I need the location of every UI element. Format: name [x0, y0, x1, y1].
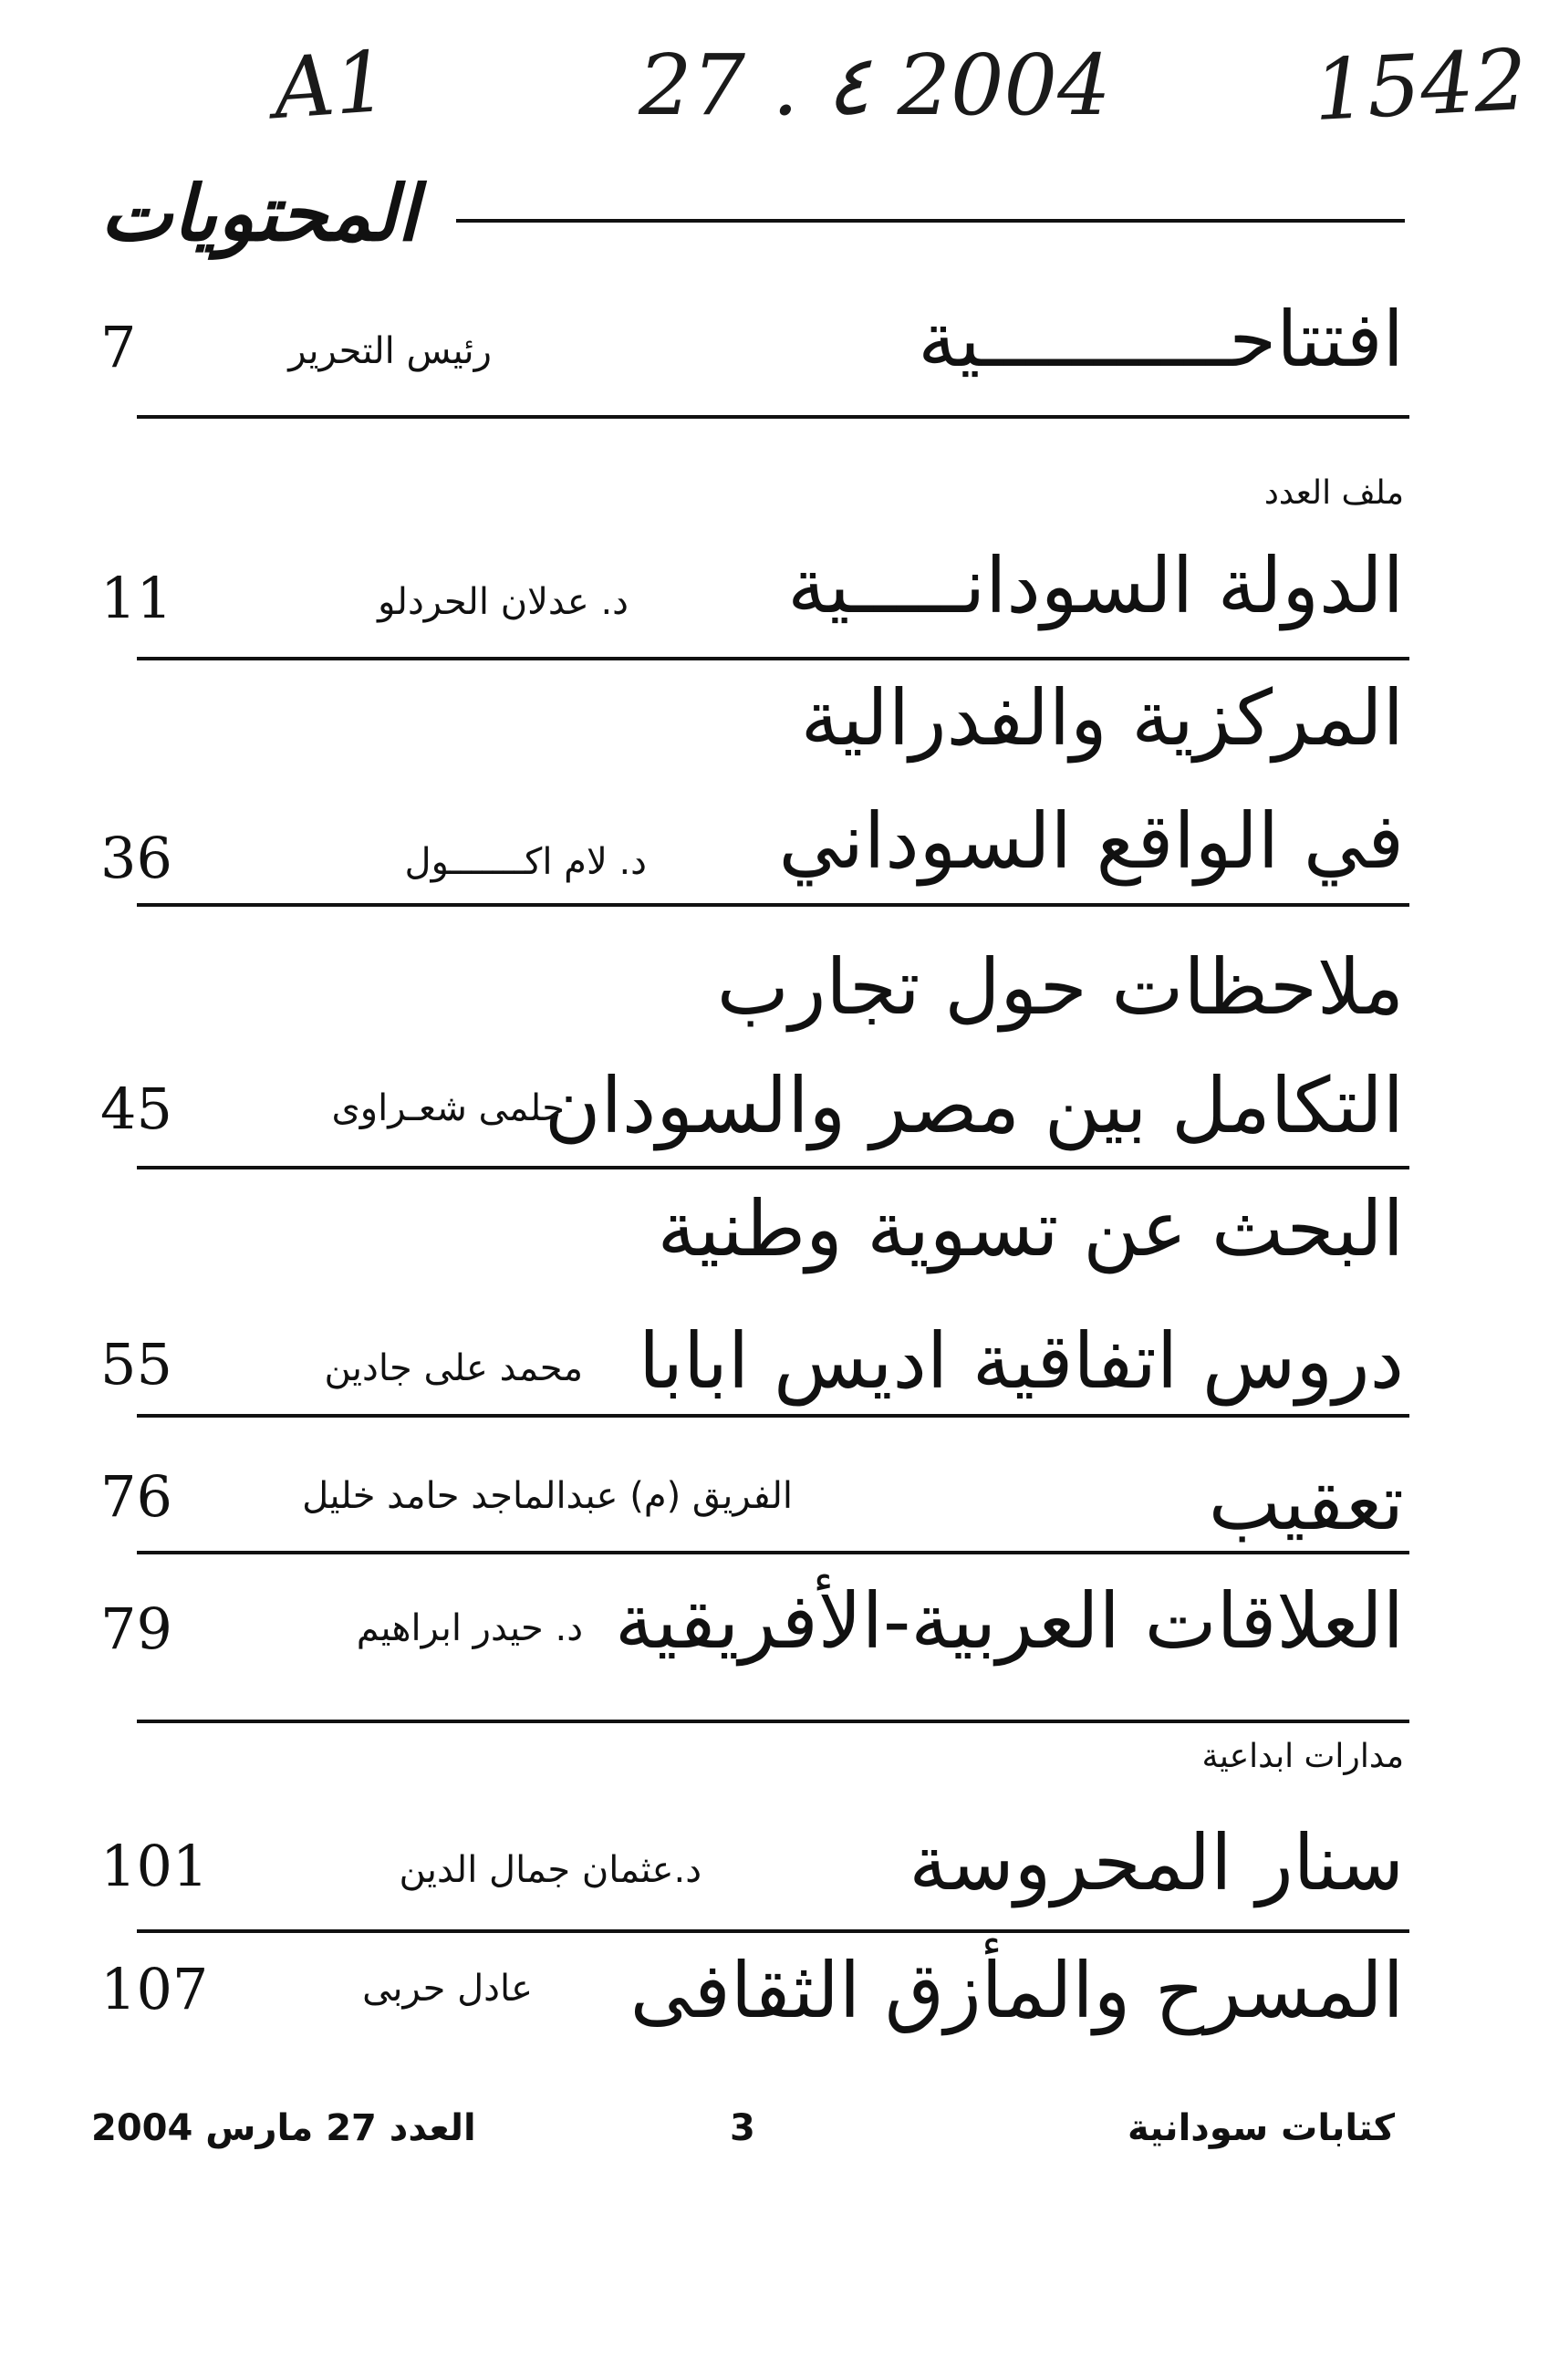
entry-heading: المركزية والفدرالية: [800, 673, 1404, 763]
entry-heading: ملاحظات حول تجارب: [716, 942, 1404, 1032]
entry-page: 101: [100, 1833, 209, 1899]
section-file-label: ملف العدد: [1263, 474, 1404, 512]
entry-page: 107: [100, 1956, 209, 2022]
entry-rule: [137, 415, 1409, 419]
handwritten-mark: A1: [270, 32, 391, 139]
entry-heading: افتتاحـــــــــــية: [918, 295, 1404, 384]
entry-heading: دروس اتفاقية اديس ابابا: [638, 1316, 1404, 1406]
entry-page: 11: [100, 565, 172, 631]
entry-author: رئيس التحرير: [288, 330, 492, 372]
page-title: المحتويات: [100, 169, 419, 258]
entry-page: 45: [100, 1076, 172, 1142]
handwritten-number: 1542: [1311, 30, 1530, 140]
entry-author: محمد على جادين: [324, 1347, 583, 1389]
title-rule: [456, 219, 1405, 223]
entry-rule: [137, 1166, 1409, 1169]
entry-page: 55: [100, 1331, 172, 1398]
entry-author: د. عدلان الحردلو: [378, 581, 629, 623]
entry-author: د.عثمان جمال الدين: [399, 1849, 702, 1891]
entry-author: عادل حربى: [362, 1968, 533, 2010]
entry-author: د. لام اكـــــــول: [404, 841, 647, 883]
entry-rule: [137, 1551, 1409, 1554]
entry-heading: في الواقع السوداني: [778, 796, 1404, 886]
entry-rule: [137, 657, 1409, 660]
handwritten-date: 27 . ٤ 2004: [639, 36, 1111, 134]
section-creative-label: مدارات ابداعية: [1201, 1738, 1404, 1775]
entry-rule: [137, 1929, 1409, 1933]
entry-heading: المسرح والمأزق الثقافى: [629, 1946, 1404, 2035]
entry-rule: [137, 1720, 1409, 1723]
footer-magazine: كتابات سودانية: [1127, 2107, 1395, 2149]
entry-page: 79: [100, 1595, 172, 1662]
entry-page: 7: [100, 314, 137, 380]
entry-heading: تعقيب: [1208, 1458, 1404, 1547]
entry-page: 36: [100, 825, 172, 891]
entry-heading: البحث عن تسوية وطنية: [657, 1184, 1404, 1273]
entry-author: الفريق (م) عبدالماجد حامد خليل: [302, 1475, 793, 1517]
footer-issue: العدد 27 مارس 2004: [91, 2107, 476, 2149]
entry-rule: [137, 1414, 1409, 1418]
entry-author: حلمى شعـراوى: [331, 1087, 565, 1129]
entry-author: د. حيدر ابراهيم: [356, 1607, 583, 1649]
entry-page: 76: [100, 1463, 172, 1530]
entry-heading: سنار المحروسة: [909, 1818, 1404, 1907]
footer-page-number: 3: [730, 2107, 755, 2149]
entry-heading: الدولة السودانـــــية: [787, 541, 1404, 630]
entry-rule: [137, 903, 1409, 907]
entry-heading: التكامل بين مصر والسودان: [544, 1061, 1404, 1150]
entry-heading: العلاقات العربية-الأفريقية: [615, 1576, 1404, 1666]
